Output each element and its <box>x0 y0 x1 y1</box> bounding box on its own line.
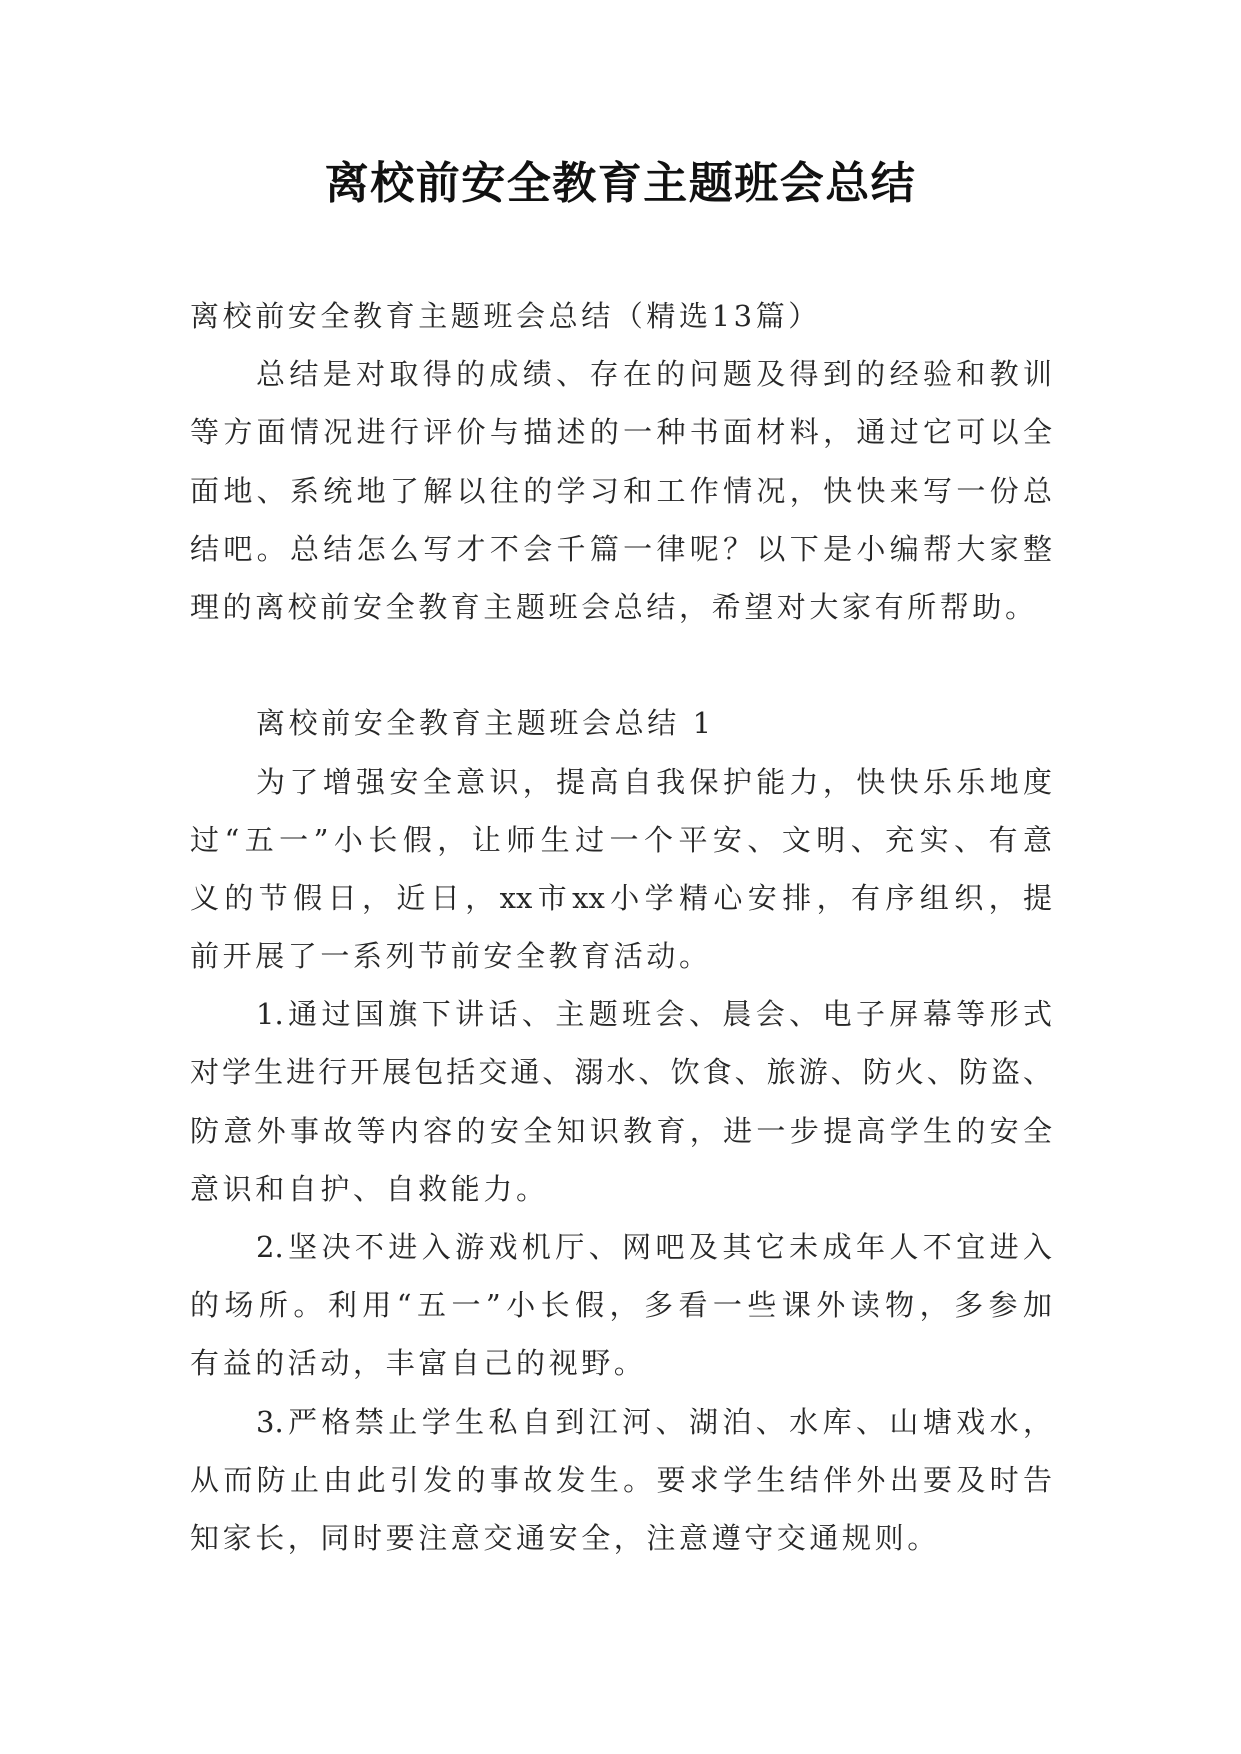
paragraph-line: 过“五一”小长假，让师生过一个平安、文明、充实、有意 <box>190 822 1052 857</box>
paragraph-line: 意识和自护、自救能力。 <box>190 1171 549 1206</box>
paragraph-line: 前开展了一系列节前安全教育活动。 <box>190 939 712 974</box>
paragraph-line: 从而防止由此引发的事故发生。要求学生结伴外出要及时告 <box>190 1462 1052 1497</box>
paragraph-line: 3.严格禁止学生私自到江河、湖泊、水库、山塘戏水， <box>256 1404 1052 1439</box>
paragraph-line: 总结是对取得的成绩、存在的问题及得到的经验和教训 <box>256 357 1052 392</box>
section-paragraph <box>190 985 1052 1218</box>
section-heading: 离校前安全教育主题班会总结 1 <box>256 706 715 741</box>
blank-line <box>190 636 1052 694</box>
paragraph-line: 结吧。总结怎么写才不会千篇一律呢？以下是小编帮大家整 <box>190 531 1052 566</box>
paragraph-line: 有益的活动，丰富自己的视野。 <box>190 1346 647 1381</box>
paragraph-line: 理的离校前安全教育主题班会总结，希望对大家有所帮助。 <box>190 589 1038 624</box>
section-paragraph <box>190 1218 1052 1393</box>
paragraph-line: 防意外事故等内容的安全知识教育，进一步提高学生的安全 <box>190 1113 1052 1148</box>
paragraph-line: 义的节假日，近日，xx市xx小学精心安排，有序组织，提 <box>190 880 1052 915</box>
section-paragraph <box>190 1393 1052 1568</box>
paragraph-line: 为了增强安全意识，提高自我保护能力，快快乐乐地度 <box>256 764 1052 799</box>
paragraph-line: 面地、系统地了解以往的学习和工作情况，快快来写一份总 <box>190 473 1052 508</box>
paragraph-line: 等方面情况进行评价与描述的一种书面材料，通过它可以全 <box>190 415 1052 450</box>
collection-caption: 离校前安全教育主题班会总结（精选13篇） <box>190 299 821 333</box>
paragraph-line: 知家长，同时要注意交通安全，注意遵守交通规则。 <box>190 1520 940 1555</box>
section-paragraph <box>190 753 1052 986</box>
paragraph-line: 的场所。利用“五一”小长假，多看一些课外读物，多参加 <box>190 1288 1052 1323</box>
paragraph-line: 1.通过国旗下讲话、主题班会、晨会、电子屏幕等形式 <box>256 997 1052 1032</box>
document-body <box>190 287 1052 1567</box>
document-title: 离校前安全教育主题班会总结 <box>324 158 917 209</box>
paragraph-line: 2.坚决不进入游戏机厅、网吧及其它未成年人不宜进入 <box>256 1230 1052 1264</box>
intro-paragraph <box>190 345 1052 636</box>
paragraph-line: 对学生进行开展包括交通、溺水、饮食、旅游、防火、防盗、 <box>190 1055 1052 1090</box>
